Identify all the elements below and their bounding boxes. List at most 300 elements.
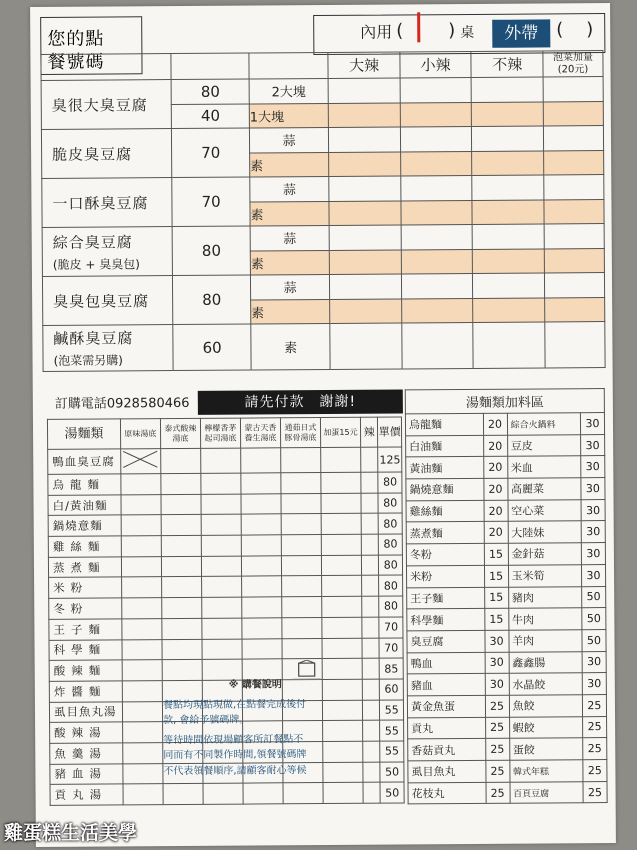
ordering-note-line: 等待時間依現場顧客所訂餐點不: [163, 733, 304, 746]
addon-item-price: 15: [484, 608, 508, 630]
spice-checkbox[interactable]: [330, 274, 402, 299]
order-qty-cell[interactable]: [322, 638, 362, 659]
order-qty-cell[interactable]: [161, 535, 201, 556]
addon-item-name: 高麗菜: [507, 478, 580, 500]
noodle-price: 55: [380, 720, 404, 741]
addon-item-price: 25: [485, 760, 509, 782]
blank-cell: [41, 54, 172, 81]
addon-item-name: 白油麵: [406, 435, 484, 457]
order-qty-cell[interactable]: [161, 448, 201, 473]
addon-item-name: 蝦餃: [509, 716, 582, 738]
addon-item-name: 大陸妹: [508, 521, 581, 543]
order-qty-cell[interactable]: [241, 556, 281, 577]
order-qty-cell[interactable]: [121, 494, 161, 515]
spice-checkbox[interactable]: [329, 176, 401, 201]
noodle-item-name: 酸辣湯: [50, 722, 123, 743]
addon-item-price: 50: [582, 629, 606, 651]
order-qty-cell[interactable]: [162, 639, 202, 660]
order-qty-cell[interactable]: [322, 617, 362, 638]
order-qty-cell[interactable]: [201, 577, 241, 598]
order-qty-cell[interactable]: [281, 535, 321, 556]
order-qty-cell[interactable]: [242, 638, 282, 659]
spice-checkbox[interactable]: [472, 126, 544, 151]
spice-checkbox[interactable]: [471, 77, 543, 102]
addon-item-name: 烏龍麵: [405, 413, 483, 435]
order-qty-cell[interactable]: [121, 577, 161, 598]
addon-item-name: 玉米筍: [508, 565, 581, 587]
addon-item-price: 15: [484, 543, 508, 565]
order-qty-cell[interactable]: [201, 514, 241, 535]
order-qty-cell[interactable]: [281, 514, 321, 535]
order-qty-cell[interactable]: [322, 596, 362, 617]
order-qty-cell[interactable]: [241, 514, 281, 535]
option-label: 2大塊: [249, 78, 329, 103]
addon-item-price: 30: [581, 456, 605, 478]
addon-item-price: 25: [583, 781, 607, 803]
spice-checkbox[interactable]: [472, 150, 544, 175]
spice-checkbox[interactable]: [544, 175, 604, 200]
order-qty-cell[interactable]: [362, 700, 380, 721]
order-qty-cell[interactable]: [241, 535, 281, 556]
addon-item-price: 30: [582, 673, 606, 695]
order-qty-cell[interactable]: [282, 597, 322, 618]
addon-item-name: 羊肉: [509, 630, 582, 652]
spice-checkbox[interactable]: [544, 224, 604, 249]
addon-item-price: 20: [483, 413, 507, 435]
addon-item-price: 20: [483, 457, 507, 479]
order-qty-cell[interactable]: [121, 536, 161, 557]
spice-checkbox[interactable]: [329, 127, 401, 152]
addon-item-price: 30: [485, 673, 509, 695]
order-qty-cell[interactable]: [321, 514, 361, 535]
spice-checkbox[interactable]: [328, 78, 400, 103]
dine-in-paren-close[interactable]: ): [448, 20, 456, 42]
spice-checkbox[interactable]: [544, 199, 604, 224]
addon-item-price: 25: [485, 739, 509, 761]
addon-item-price: 15: [484, 587, 508, 609]
option-label: 素: [251, 323, 331, 370]
ordering-note-line: 同而有不同製作時間,領餐號碼牌: [163, 749, 307, 762]
order-qty-cell[interactable]: [363, 741, 381, 762]
price: 80: [173, 275, 251, 325]
order-qty-cell[interactable]: [361, 472, 379, 493]
order-qty-cell[interactable]: [361, 555, 379, 576]
ordering-note-line: 款, 會給予號碼牌。: [163, 714, 250, 727]
addon-item-price: 20: [483, 435, 507, 457]
dine-in-paren-open: (: [396, 20, 404, 42]
order-qty-cell[interactable]: [241, 493, 281, 514]
addon-item-name: 貢丸: [408, 717, 486, 739]
order-qty-cell[interactable]: [122, 722, 162, 743]
ordering-note-line: 不代表領餐順序,請顧客耐心等候: [163, 764, 307, 777]
addon-item-name: 鑫鑫腸: [509, 651, 582, 673]
order-qty-cell[interactable]: [202, 618, 242, 639]
noodle-item-name: 科學麵: [49, 639, 122, 660]
menu-item-name: 一口酥臭豆腐: [52, 193, 149, 213]
addon-item-name: 王子麵: [407, 587, 485, 609]
order-qty-cell[interactable]: [281, 493, 321, 514]
addon-item-name: 虱目魚丸: [408, 760, 486, 782]
spice-checkbox[interactable]: [401, 273, 473, 298]
addon-item-name: 米粉: [406, 565, 484, 587]
addon-item-price: 25: [485, 717, 509, 739]
noodle-price: 60: [380, 679, 404, 700]
noodle-item-name: 魚羹湯: [50, 743, 123, 764]
order-qty-cell[interactable]: [362, 658, 380, 679]
order-number-label-line1: 您的點: [47, 28, 105, 50]
spice-checkbox[interactable]: [402, 322, 474, 368]
noodle-item-name: 烏龍麵: [48, 474, 121, 495]
addon-item-price: 50: [582, 586, 606, 608]
spice-checkbox[interactable]: [401, 224, 473, 249]
order-qty-cell[interactable]: [122, 681, 162, 702]
order-qty-cell[interactable]: [361, 493, 379, 514]
kimchi-line1: 泡菜加量: [552, 51, 593, 63]
price: 70: [172, 177, 250, 227]
spice-checkbox[interactable]: [545, 297, 605, 322]
order-qty-cell[interactable]: [361, 576, 379, 597]
order-qty-cell[interactable]: [282, 617, 322, 638]
spice-checkbox[interactable]: [400, 102, 472, 127]
addon-item-price: 25: [485, 695, 509, 717]
order-qty-cell[interactable]: [161, 577, 201, 598]
addon-item-price: 30: [485, 652, 509, 674]
addon-item-price: 50: [582, 608, 606, 630]
addon-item-price: 20: [484, 522, 508, 544]
addon-item-name: 米血: [507, 456, 580, 478]
order-qty-cell[interactable]: [323, 783, 363, 804]
order-qty-cell[interactable]: [282, 638, 322, 659]
kimchi-header: [543, 51, 603, 77]
option-label: 素: [250, 250, 330, 275]
addon-item-price: 15: [484, 565, 508, 587]
noodle-price: 85: [380, 658, 404, 679]
addon-item-name: 綜合火鍋料: [507, 413, 580, 435]
order-qty-cell[interactable]: [202, 639, 242, 660]
spice-checkbox[interactable]: [400, 126, 472, 151]
addon-item-price: 20: [484, 500, 508, 522]
order-qty-cell[interactable]: [242, 618, 282, 639]
spice-checkbox[interactable]: [329, 151, 401, 176]
shop-logo: [290, 660, 324, 682]
spice-checkbox[interactable]: [330, 298, 402, 323]
addon-item-name: 花枝丸: [408, 782, 486, 804]
spice-checkbox[interactable]: [543, 126, 603, 151]
noodle-price: 55: [380, 741, 404, 762]
order-qty-cell[interactable]: [163, 784, 203, 805]
order-qty-cell[interactable]: [161, 494, 201, 515]
order-qty-cell[interactable]: [283, 783, 323, 804]
noodle-item-name: 貢丸湯: [50, 784, 123, 805]
addon-item-name: 黃金魚蛋: [407, 695, 485, 717]
order-qty-cell[interactable]: [361, 447, 379, 472]
dine-in-label: 內用: [360, 22, 393, 42]
menu-item: [42, 178, 173, 228]
addon-item-price: 30: [581, 478, 605, 500]
unavailable-mark: [121, 449, 161, 474]
order-qty-cell[interactable]: [122, 660, 162, 681]
noodle-item-name: 虱目魚丸湯: [49, 701, 122, 722]
order-qty-cell[interactable]: [162, 618, 202, 639]
addon-item-name: 魚餃: [509, 695, 582, 717]
addon-item-price: 30: [581, 521, 605, 543]
order-qty-cell[interactable]: [281, 473, 321, 494]
noodle-header: 檸檬香茅起司湯底: [200, 418, 240, 448]
addon-item-name: 冬粉: [406, 544, 484, 566]
spice-checkbox[interactable]: [400, 151, 472, 176]
addon-item-price: 30: [581, 543, 605, 565]
noodle-price: 80: [378, 513, 402, 534]
menu-item-name: 臭臭包臭豆腐: [53, 291, 150, 311]
noodle-price: 70: [379, 617, 403, 638]
noodle-item-name: 鍋燒意麵: [48, 515, 121, 536]
order-qty-cell[interactable]: [122, 598, 162, 619]
addon-item-name: 臭豆腐: [407, 630, 485, 652]
spice-checkbox[interactable]: [544, 150, 604, 175]
order-qty-cell[interactable]: [121, 515, 161, 536]
addon-item-name: 香菇貢丸: [408, 739, 486, 761]
order-qty-cell[interactable]: [201, 473, 241, 494]
order-qty-cell[interactable]: [121, 556, 161, 577]
menu-item-name: 綜合臭豆腐: [52, 232, 133, 252]
order-qty-cell[interactable]: [161, 556, 201, 577]
spice-checkbox[interactable]: [329, 200, 401, 225]
addon-item-name: 金針菇: [508, 543, 581, 565]
addon-item-name: 蒸煮麵: [406, 522, 484, 544]
noodle-price: 80: [379, 575, 403, 596]
noodle-header: 加蛋15元: [320, 417, 360, 447]
spice-checkbox[interactable]: [543, 101, 603, 126]
addon-item-name: 科學麵: [407, 609, 485, 631]
order-qty-cell[interactable]: [243, 783, 283, 804]
noodle-price: 125: [378, 447, 402, 472]
order-qty-cell[interactable]: [201, 535, 241, 556]
kimchi-line2: (20元): [557, 63, 589, 75]
order-qty-cell[interactable]: [363, 762, 381, 783]
menu-item-sub: (脆皮 + 臭臭包): [52, 256, 140, 272]
order-qty-cell[interactable]: [203, 783, 243, 804]
pay-first-notice: 請先付款 謝謝!: [198, 389, 403, 414]
order-qty-cell[interactable]: [123, 743, 163, 764]
order-qty-cell[interactable]: [363, 720, 381, 741]
price: 80: [173, 226, 251, 276]
order-qty-cell[interactable]: [321, 534, 361, 555]
spice-checkbox[interactable]: [473, 297, 545, 322]
noodle-item-name: 蒸煮麵: [48, 557, 121, 578]
order-qty-cell[interactable]: [321, 576, 361, 597]
noodle-header: 蒙古天香養生湯底: [240, 418, 280, 448]
addon-item-price: 25: [582, 694, 606, 716]
noodle-header: 原味湯底: [120, 419, 160, 449]
menu-item-sub: (泡菜需另購): [53, 353, 123, 368]
order-qty-cell[interactable]: [122, 701, 162, 722]
order-qty-cell[interactable]: [201, 556, 241, 577]
addon-item-name: 水晶餃: [509, 673, 582, 695]
addon-item-price: 30: [581, 499, 605, 521]
noodle-header: 單價: [378, 417, 402, 447]
order-qty-cell[interactable]: [363, 782, 381, 803]
noodle-item-name: 雞絲麵: [48, 536, 121, 557]
option-label: 蒜: [250, 274, 330, 299]
spice-checkbox[interactable]: [329, 102, 401, 127]
order-qty-cell[interactable]: [241, 448, 281, 473]
order-qty-cell[interactable]: [362, 617, 380, 638]
addon-item-name: 牛肉: [508, 608, 581, 630]
order-qty-cell[interactable]: [201, 494, 241, 515]
order-qty-cell[interactable]: [122, 618, 162, 639]
noodle-item-name: 米粉: [49, 577, 122, 598]
spice-checkbox[interactable]: [473, 248, 545, 273]
noodle-price: 55: [380, 700, 404, 721]
addon-item-price: 25: [583, 738, 607, 760]
noodle-header: 湯麵類: [47, 419, 120, 450]
menu-item: [42, 227, 173, 277]
order-qty-cell[interactable]: [321, 447, 361, 472]
order-qty-cell[interactable]: [241, 473, 281, 494]
addon-item-name: 黃油麵: [406, 457, 484, 479]
menu-item-name: 脆皮臭豆腐: [52, 144, 133, 164]
order-qty-cell[interactable]: [321, 493, 361, 514]
spice-checkbox[interactable]: [472, 101, 544, 126]
spice-checkbox[interactable]: [330, 249, 402, 274]
spice-header: 小辣: [400, 51, 472, 77]
spice-checkbox[interactable]: [544, 273, 604, 298]
noodle-item-name: 酸辣麵: [49, 660, 122, 681]
handwritten-mark: [417, 12, 420, 42]
noodle-price: 80: [378, 493, 402, 514]
spice-checkbox[interactable]: [400, 77, 472, 102]
addon-title: 湯麵類加料區: [405, 389, 604, 414]
takeout-paren-close: ): [586, 19, 594, 41]
order-qty-cell[interactable]: [201, 448, 241, 473]
order-qty-cell[interactable]: [362, 679, 380, 700]
addon-item-name: 百頁豆腐: [510, 781, 583, 803]
spice-checkbox[interactable]: [543, 77, 603, 102]
spice-checkbox[interactable]: [473, 322, 545, 368]
addon-item-name: 豬血: [407, 674, 485, 696]
order-qty-cell[interactable]: [281, 448, 321, 473]
spice-checkbox[interactable]: [472, 199, 544, 224]
spice-header: 大辣: [328, 52, 400, 78]
addon-item-price: 30: [484, 630, 508, 652]
order-qty-cell[interactable]: [281, 576, 321, 597]
addon-item-price: 25: [582, 716, 606, 738]
noodle-item-name: 炸醬麵: [49, 681, 122, 702]
spice-checkbox[interactable]: [401, 298, 473, 323]
noodle-price: 80: [379, 555, 403, 576]
spice-checkbox[interactable]: [329, 225, 401, 250]
option-label: 素: [250, 152, 330, 177]
spice-header: 不辣: [471, 51, 543, 77]
order-qty-cell[interactable]: [122, 639, 162, 660]
addon-table: [405, 388, 608, 805]
noodle-price: 50: [380, 762, 404, 783]
option-label: 蒜: [249, 127, 329, 152]
order-qty-cell[interactable]: [281, 555, 321, 576]
addon-item-price: 25: [485, 782, 509, 804]
ordering-note-line: 餐點均現點現做,在點餐完成後付: [162, 698, 307, 711]
noodle-header: 辣: [360, 417, 378, 447]
menu-item-name: 臭很大臭豆腐: [51, 95, 148, 115]
addon-item-name: 雞絲麵: [406, 500, 484, 522]
addon-item-price: 30: [580, 434, 604, 456]
spice-checkbox[interactable]: [401, 175, 473, 200]
noodle-item-name: 白/黃油麵: [48, 495, 121, 516]
option-label: 素: [250, 201, 330, 226]
order-qty-cell[interactable]: [162, 597, 202, 618]
addon-item-price: 30: [582, 651, 606, 673]
order-number-label-line2: 餐號碼: [47, 51, 105, 73]
noodle-price: 80: [378, 472, 402, 493]
spice-checkbox[interactable]: [473, 273, 545, 298]
noodle-price: 50: [380, 782, 404, 803]
order-qty-cell[interactable]: [121, 474, 161, 495]
spice-checkbox[interactable]: [401, 200, 473, 225]
menu-item: [41, 80, 172, 130]
menu-item: [43, 325, 174, 372]
ordering-notes-title: ※ 購餐說明: [228, 679, 282, 691]
addon-item-name: 豬肉: [508, 586, 581, 608]
addon-item-name: 空心菜: [508, 499, 581, 521]
order-qty-cell[interactable]: [123, 784, 163, 805]
price: 70: [172, 128, 250, 178]
addon-item-price: 20: [483, 478, 507, 500]
option-label: 1大塊: [249, 103, 329, 128]
noodle-item-name: 冬粉: [49, 598, 122, 619]
spice-checkbox[interactable]: [473, 224, 545, 249]
noodle-header: 泰式酸辣湯底: [160, 418, 200, 448]
spice-checkbox[interactable]: [545, 322, 605, 368]
table-label: 桌: [460, 24, 475, 42]
order-qty-cell[interactable]: [361, 534, 379, 555]
price: 60: [173, 324, 251, 371]
order-qty-cell[interactable]: [362, 638, 380, 659]
noodle-item-name: 王子麵: [49, 619, 122, 640]
spice-checkbox[interactable]: [330, 323, 402, 369]
addon-item-price: 30: [581, 564, 605, 586]
takeout-paren-open: (: [556, 19, 564, 41]
noodle-item-name: 豬血湯: [50, 764, 123, 785]
order-qty-cell[interactable]: [202, 597, 242, 618]
menu-item: [41, 129, 172, 179]
order-qty-cell[interactable]: [123, 763, 163, 784]
addon-item-name: 韓式年糕: [509, 760, 582, 782]
order-sheet: [30, 3, 616, 847]
noodle-price: 70: [379, 637, 403, 658]
order-qty-cell[interactable]: [321, 472, 361, 493]
menu-item-name: 鹹酥臭豆腐: [53, 329, 134, 348]
addon-item-name: 豆皮: [507, 434, 580, 456]
order-qty-cell[interactable]: [362, 596, 380, 617]
option-label: 蒜: [250, 225, 330, 250]
order-qty-cell[interactable]: [161, 515, 201, 536]
takeout-option[interactable]: 外帶: [492, 19, 550, 47]
watermark: 雞蛋糕生活美學: [4, 822, 138, 844]
spice-checkbox[interactable]: [544, 248, 604, 273]
addon-item-name: 鴨血: [407, 652, 485, 674]
addon-item-price: 25: [583, 760, 607, 782]
ordering-notes: [163, 677, 349, 779]
spice-checkbox[interactable]: [401, 249, 473, 274]
order-qty-cell[interactable]: [321, 555, 361, 576]
order-qty-cell[interactable]: [242, 597, 282, 618]
spice-checkbox[interactable]: [472, 175, 544, 200]
price: 40: [172, 104, 250, 129]
order-qty-cell[interactable]: [161, 473, 201, 494]
order-qty-cell[interactable]: [241, 576, 281, 597]
noodle-header: 通茹日式豚骨湯底: [280, 418, 320, 448]
order-qty-cell[interactable]: [361, 513, 379, 534]
